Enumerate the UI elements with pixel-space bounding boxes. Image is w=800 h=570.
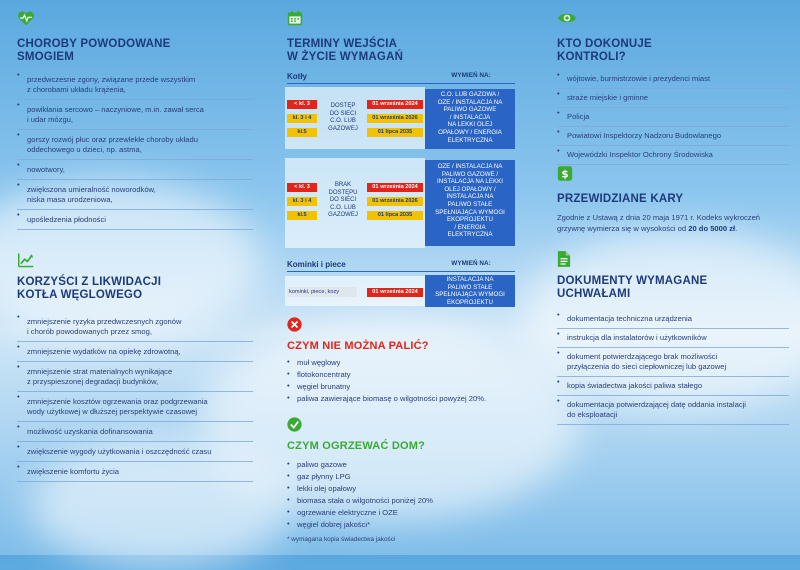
documents-list xyxy=(557,310,789,425)
list-item: • muł węglowy xyxy=(287,357,532,369)
list-item: • biomasa stała o wilgotności poniżej 20% xyxy=(287,495,532,507)
list-item: • zmniejszenie ryzyka przedwczesnych zgonów i chorób powodowanych przez smog, xyxy=(17,312,253,342)
deadline-date-tag: 01 września 2024 xyxy=(367,100,423,109)
document-icon xyxy=(557,250,571,268)
list-item: • ogrzewanie elektryczne i OZE xyxy=(287,507,532,519)
deadline-date-tag: 01 lipca 2035 xyxy=(367,128,423,137)
footnote: * wymagana kopia świadectwa jakości xyxy=(287,536,396,543)
list-item: • dokumentacja potwierdzającej datę oddania instalacji do eksploatacji xyxy=(557,396,789,425)
list-item: • węgiel brunatny xyxy=(287,381,532,393)
fireplaces-type: kominki, piece, kozy xyxy=(289,289,340,295)
x-circle-icon xyxy=(287,317,302,332)
replace-with-label-2: WYMIEŃ NA: xyxy=(451,260,491,267)
diseases-list xyxy=(17,70,253,230)
deadline-date-tag: 01 września 2026 xyxy=(367,197,423,206)
fireplaces-label: Kominki i piece xyxy=(287,260,346,269)
no-network-access-label: BRAK DOSTĘPU DO SIECI C.O. LUB GAZOWEJ xyxy=(328,182,358,218)
replace-options-network: C.O. LUB GAZOWA / OZE / INSTALACJA NA PALIWO GAZOWE / INSTALACJA NA LEKKI OLEJ OPAŁOWY / ENERGIA ELEKTRYCZNA xyxy=(425,89,515,149)
column-deadlines xyxy=(265,0,535,555)
heart-pulse-icon xyxy=(17,10,35,26)
section-title-forbidden: CZYM NIE MOŻNA PALIĆ? xyxy=(287,340,429,352)
list-item: • gorszy rozwój płuc oraz przewlekłe choroby układu oddechowego u dzieci, np. astma, xyxy=(17,130,253,160)
network-access-label: DOSTĘP DO SIECI C.O. LUB GAZOWEJ xyxy=(328,103,358,132)
boiler-class-tag: < kl. 3 xyxy=(287,100,317,109)
list-item: • zmniejszenie strat materialnych wynikające z przyspieszonej degradacji budynków, xyxy=(17,362,253,392)
money-icon xyxy=(557,165,573,182)
deadline-date-tag: 01 września 2024 xyxy=(367,183,423,192)
list-item: • zwiększenie wygody użytkowania i oszczędność czasu xyxy=(17,442,253,462)
trend-up-icon xyxy=(17,252,35,268)
list-item: • wójtowie, burmistrzowie i prezydenci miast xyxy=(557,70,789,89)
list-item: • paliwo gazowe xyxy=(287,459,532,471)
list-item: • dokument potwierdzającego brak możliwości przyłączenia do sieci ciepłowniczej lub gazowej xyxy=(557,348,789,377)
list-item: • Wojewódzki Inspektor Ochrony Środowiska xyxy=(557,146,789,165)
list-item: • Policja xyxy=(557,108,789,127)
boiler-class-tag: kl.5 xyxy=(287,128,317,137)
svg-text:$: $ xyxy=(561,168,569,181)
eye-icon xyxy=(557,10,577,26)
boiler-class-tag: < kl. 3 xyxy=(287,183,317,192)
list-item: • instrukcja dla instalatorów i użytkowników xyxy=(557,329,789,348)
forbidden-fuels-list xyxy=(287,357,532,405)
allowed-fuels-list xyxy=(287,459,532,531)
list-item: • nowotwory, xyxy=(17,160,253,180)
section-title-diseases: CHOROBY POWODOWANE SMOGIEM xyxy=(17,38,171,63)
list-item: • kopia świadectwa jakości paliwa stałego xyxy=(557,377,789,396)
list-item: • paliwa zawierające biomasę o wilgotności powyżej 20%. xyxy=(287,393,532,405)
list-item: • gaz płynny LPG xyxy=(287,471,532,483)
benefits-list xyxy=(17,312,253,482)
list-item: • przedwczesne zgony, związane przede wszystkim z chorobami układu krążenia, xyxy=(17,70,253,100)
list-item: • upośledzenia płodności xyxy=(17,210,253,230)
boiler-class-tag: kl. 3 i 4 xyxy=(287,197,317,206)
list-item: • zmniejszenie wydatków na opiekę zdrowotną, xyxy=(17,342,253,362)
penalty-amount: 20 do 5000 zł xyxy=(688,224,736,233)
list-item: • flotokoncentraty xyxy=(287,369,532,381)
boiler-class-tag: kl.5 xyxy=(287,211,317,220)
deadline-date-tag: 01 września 2026 xyxy=(367,114,423,123)
replace-options-no-network: OZE / INSTALACJA NA PALIWO GAZOWE / INSTALACJA NA LEKKI OLEJ OPAŁOWY / INSTALACJA NA PALIWO STAŁE SPEŁNIAJĄCA WYMOGI EKOPROJEKTU / ENERGIA ELEKTRYCZNA xyxy=(425,160,515,246)
list-item: • węgiel dobrej jakości* xyxy=(287,519,532,531)
check-circle-icon xyxy=(287,417,302,432)
list-item: • zwiększenie komfortu życia xyxy=(17,462,253,482)
list-item: • straże miejskie i gminne xyxy=(557,89,789,108)
list-item: • dokumentacja techniczna urządzenia xyxy=(557,310,789,329)
control-authorities-list xyxy=(557,70,789,165)
list-item: • Powiatowi Inspektorzy Nadzoru Budowlanego xyxy=(557,127,789,146)
replace-with-label: WYMIEŃ NA: xyxy=(451,72,491,79)
list-item: • zwiększona umieralność noworodków, niska masa urodzeniowa, xyxy=(17,180,253,210)
section-title-documents: DOKUMENTY WYMAGANE UCHWAŁAMI xyxy=(557,275,708,300)
list-item: • lekki olej opałowy xyxy=(287,483,532,495)
list-item: • zmniejszenie kosztów ogrzewania oraz podgrzewania wody użytkowej w dłuższej perspektywie czasowej xyxy=(17,392,253,422)
column-health xyxy=(0,0,265,555)
boiler-class-tag: kl. 3 i 4 xyxy=(287,114,317,123)
section-title-control: KTO DOKONUJE KONTROLI? xyxy=(557,38,652,63)
fireplaces-date: 01 września 2024 xyxy=(367,288,423,297)
section-title-benefits: KORZYŚCI Z LIKWIDACJI KOTŁA WĘGLOWEGO xyxy=(17,276,162,301)
section-title-deadlines: TERMINY WEJŚCIA W ŻYCIE WYMAGAŃ xyxy=(287,38,404,63)
section-title-penalties: PRZEWIDZIANE KARY xyxy=(557,193,684,205)
calendar-icon xyxy=(287,10,303,26)
list-item: • możliwość uzyskania dofinansowania xyxy=(17,422,253,442)
deadline-date-tag: 01 lipca 2035 xyxy=(367,211,423,220)
replace-options-fireplaces: INSTALACJA NA PALIWO STAŁE SPEŁNIAJĄCA WYMOGI EKOPROJEKTU xyxy=(425,275,515,307)
section-title-allowed: CZYM OGRZEWAĆ DOM? xyxy=(287,440,426,452)
list-item: • powikłania sercowo – naczyniowe, m.in. zawał serca i udar mózgu, xyxy=(17,100,253,130)
penalties-text: Zgodnie z Ustawą z dnia 20 maja 1971 r. Kodeks wykroczeń grzywnę wymierza się w wysokości od 20 do 5000 zł. xyxy=(557,213,761,233)
column-control xyxy=(535,0,800,555)
boilers-label: Kotły xyxy=(287,72,307,81)
